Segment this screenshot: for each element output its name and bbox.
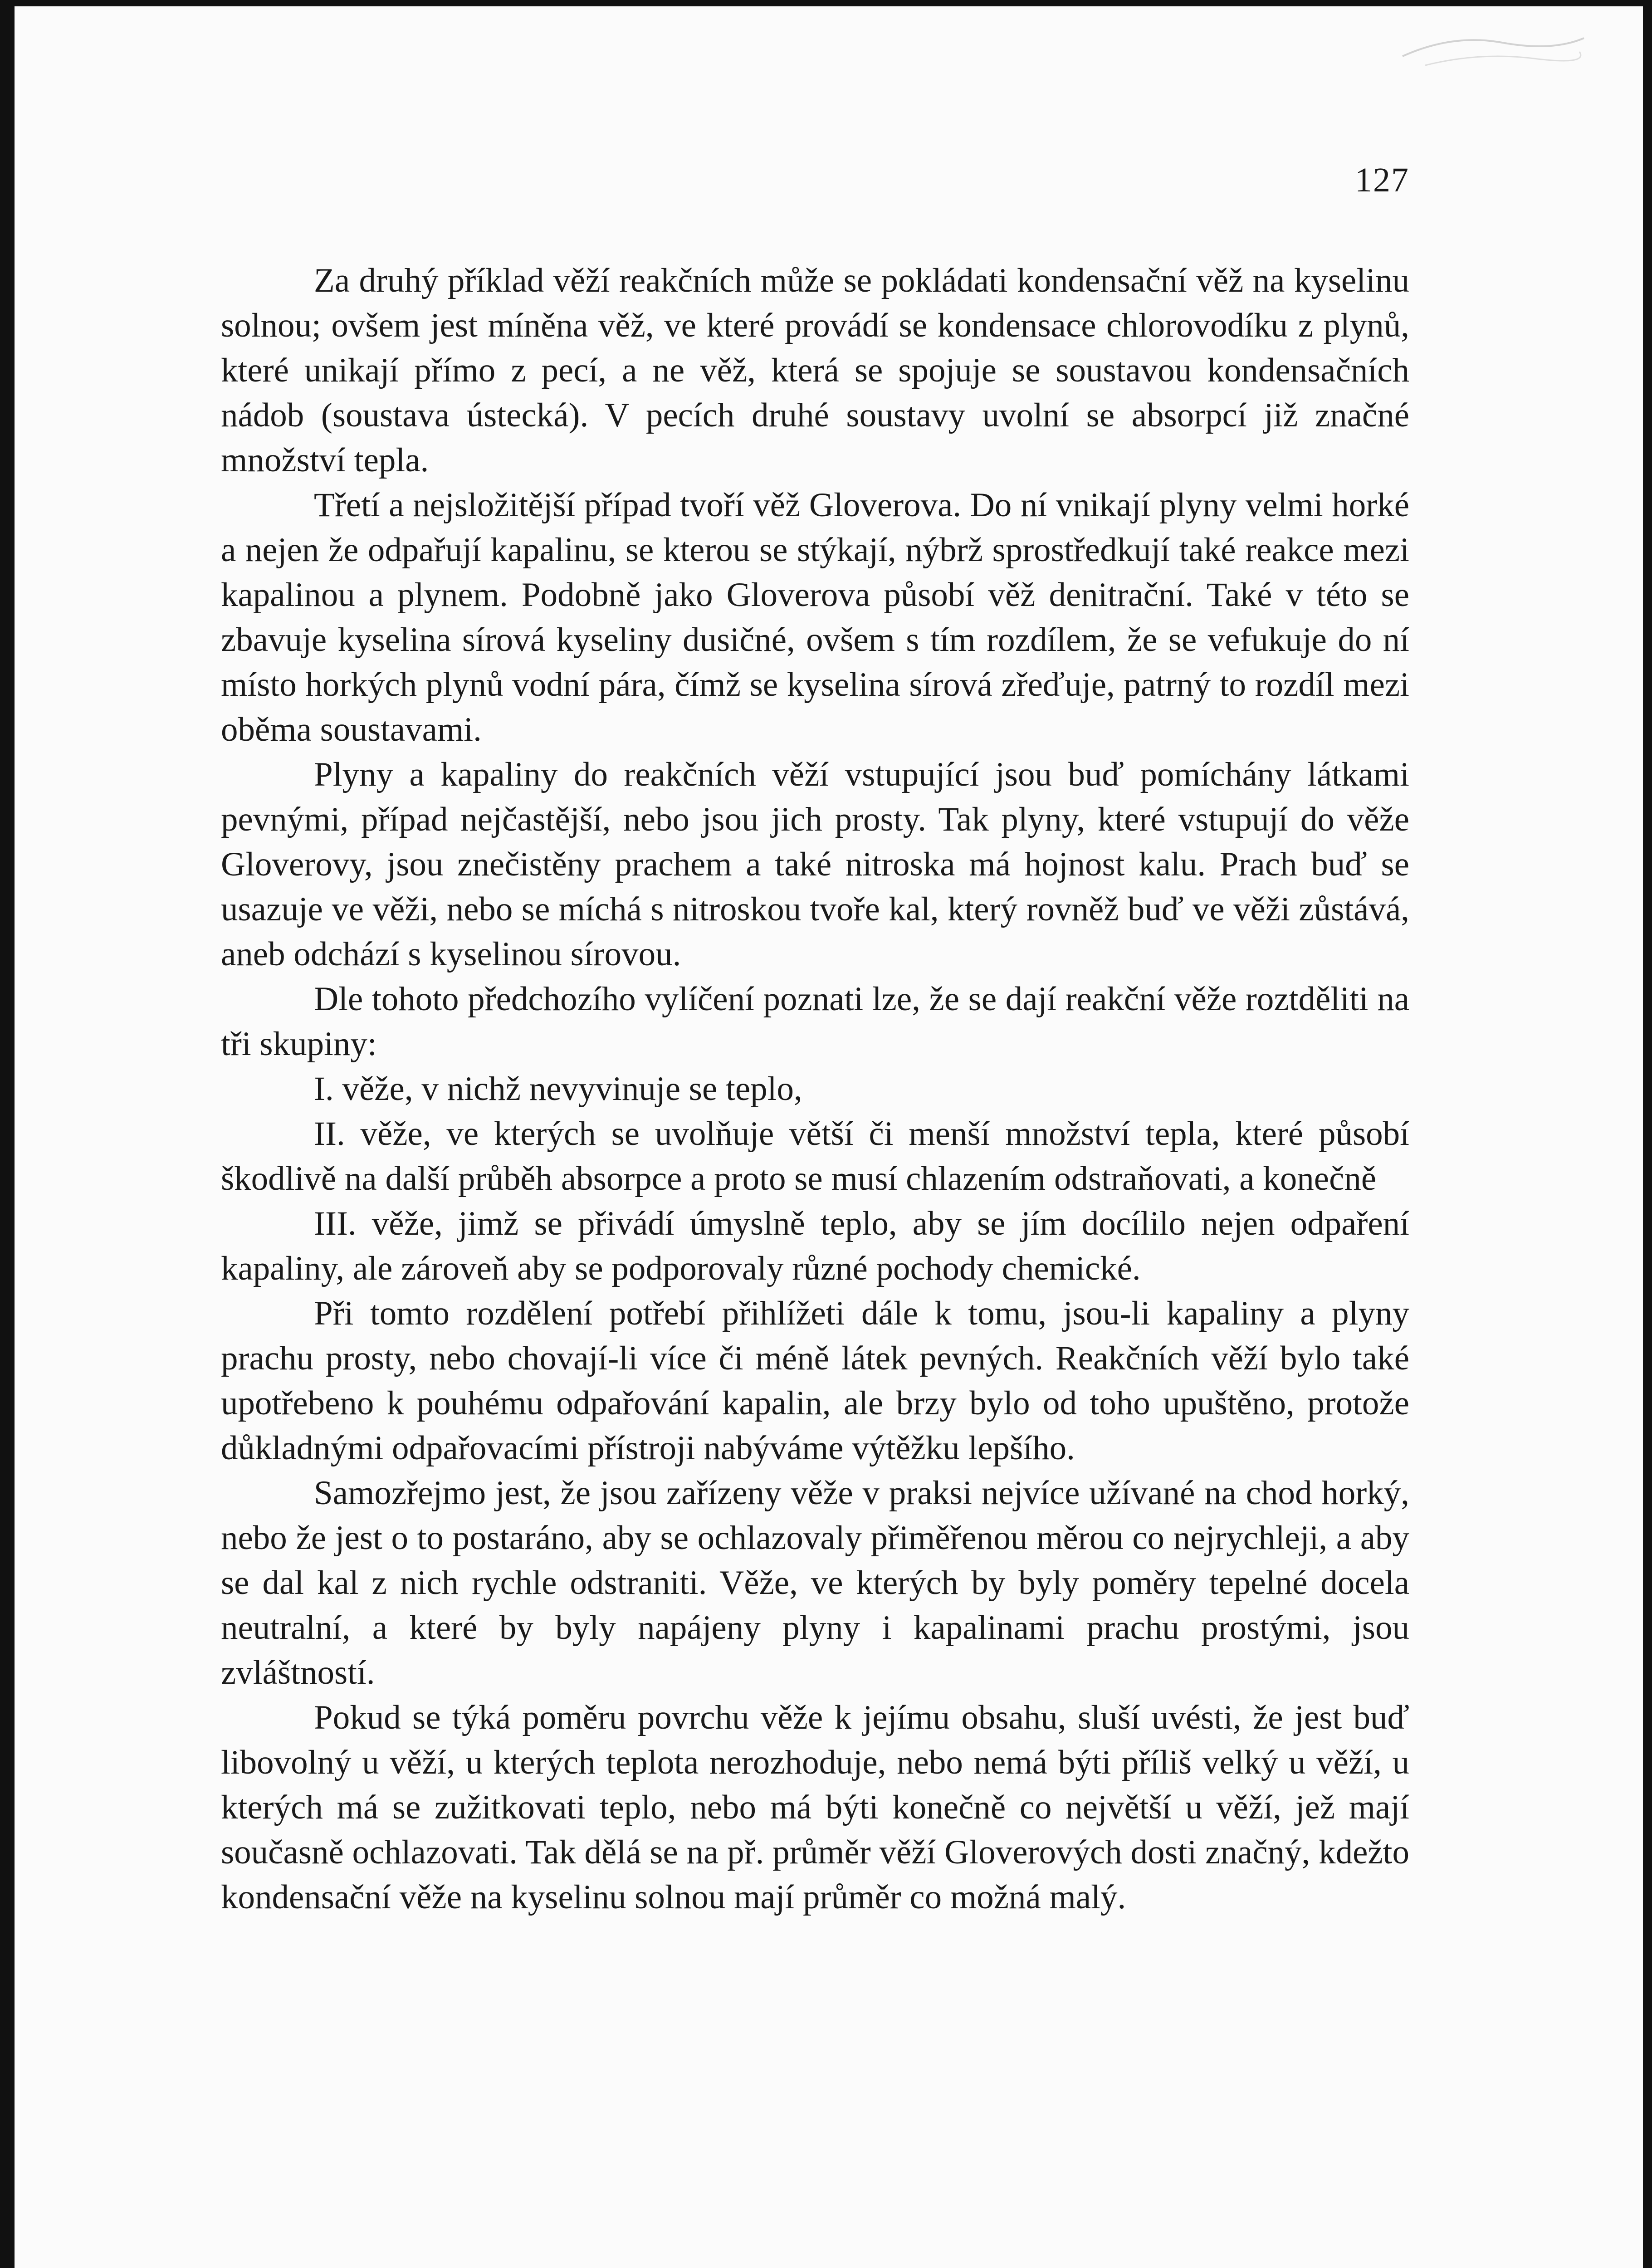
text-body xyxy=(221,258,1409,1920)
paragraph-4: Dle tohoto předchozího vylíčení poznati lze, že se dají reakční věže roztděliti na tři skupiny: xyxy=(221,980,1409,1063)
list-item-3: III. věže, jimž se přivádí úmyslně teplo, aby se jím docílilo nejen odpaření kapaliny, ale zároveň aby se podporovaly různé pochody chemické. xyxy=(221,1205,1409,1287)
paragraph-7: Pokud se týká poměru povrchu věže k jejímu obsahu, sluší uvésti, že jest buď libovolný u věží, u kterých teplota nerozhoduje, nebo nemá býti příliš velký u věží, u kterých má se zužitkovati teplo, nebo má býti konečně co největší u věží, jež mají současně ochlazovati. Tak dělá se na př. průměr věží Gloverových dosti značný, kdežto kondensační věže na kyselinu solnou mají průměr co možná malý. xyxy=(221,1699,1409,1916)
paragraph-1: Za druhý příklad věží reakčních může se pokládati kondensační věž na kyselinu solnou; ovšem jest míněna věž, ve které provádí se kondensace chlorovodíku z plynů, které unikají přímo z pecí, a ne věž, která se spojuje se soustavou kondensačních nádob (soustava ústecká). V pecích druhé soustavy uvolní se absorpcí již značné množství tepla. xyxy=(221,262,1409,479)
paragraph-3: Plyny a kapaliny do reakčních věží vstupující jsou buď pomíchány látkami pevnými, případ nejčastější, nebo jsou jich prosty. Tak plyny, které vstupují do věže Gloverovy, jsou znečistěny prachem a také nitroska má hojnost kalu. Prach buď se usazuje ve věži, nebo se míchá s nitroskou tvoře kal, který rovněž buď ve věži zůstává, aneb odchází s kyselinou sírovou. xyxy=(221,756,1409,973)
scan-artifact-smudge xyxy=(1398,24,1588,74)
list-item-1: I. věže, v nichž nevyvinuje se teplo, xyxy=(314,1070,802,1108)
paragraph-5: Při tomto rozdělení potřebí přihlížeti dále k tomu, jsou-li kapaliny a plyny prachu prosty, nebo chovají-li více či méně látek pevných. Reakčních věží bylo také upotřebeno k pouhému odpařování kapalin, ale brzy bylo od toho upuštěno, protože důkladnými odpařovacími přístroji nabýváme výtěžku lepšího. xyxy=(221,1295,1409,1467)
paragraph-2: Třetí a nejsložitější případ tvoří věž Gloverova. Do ní vnikají plyny velmi horké a nejen že odpařují kapalinu, se kterou se stýkají, nýbrž sprostředkují také reakce mezi kapalinou a plynem. Podobně jako Gloverova působí věž denitrační. Také v této se zbavuje kyselina sírová kyseliny dusičné, ovšem s tím rozdílem, že se vefukuje do ní místo horkých plynů vodní pára, čímž se kyselina sírová zřeďuje, patrný to rozdíl mezi oběma soustavami. xyxy=(221,486,1409,748)
page-number: 127 xyxy=(1355,161,1409,199)
list-item-2: II. věže, ve kterých se uvolňuje větší či menší množství tepla, které působí škodlivě na další průběh absorpce a proto se musí chlazením odstraňovati, a konečně xyxy=(221,1115,1409,1198)
paragraph-6: Samozřejmo jest, že jsou zařízeny věže v praksi nejvíce užívané na chod horký, nebo že jest o to postaráno, aby se ochlazovaly přiměřenou měrou co nejrychleji, a aby se dal kal z nich rychle odstraniti. Věže, ve kterých by byly poměry tepelné docela neutralní, a které by byly napájeny plyny i kapalinami prachu prostými, jsou zvláštností. xyxy=(221,1474,1409,1691)
